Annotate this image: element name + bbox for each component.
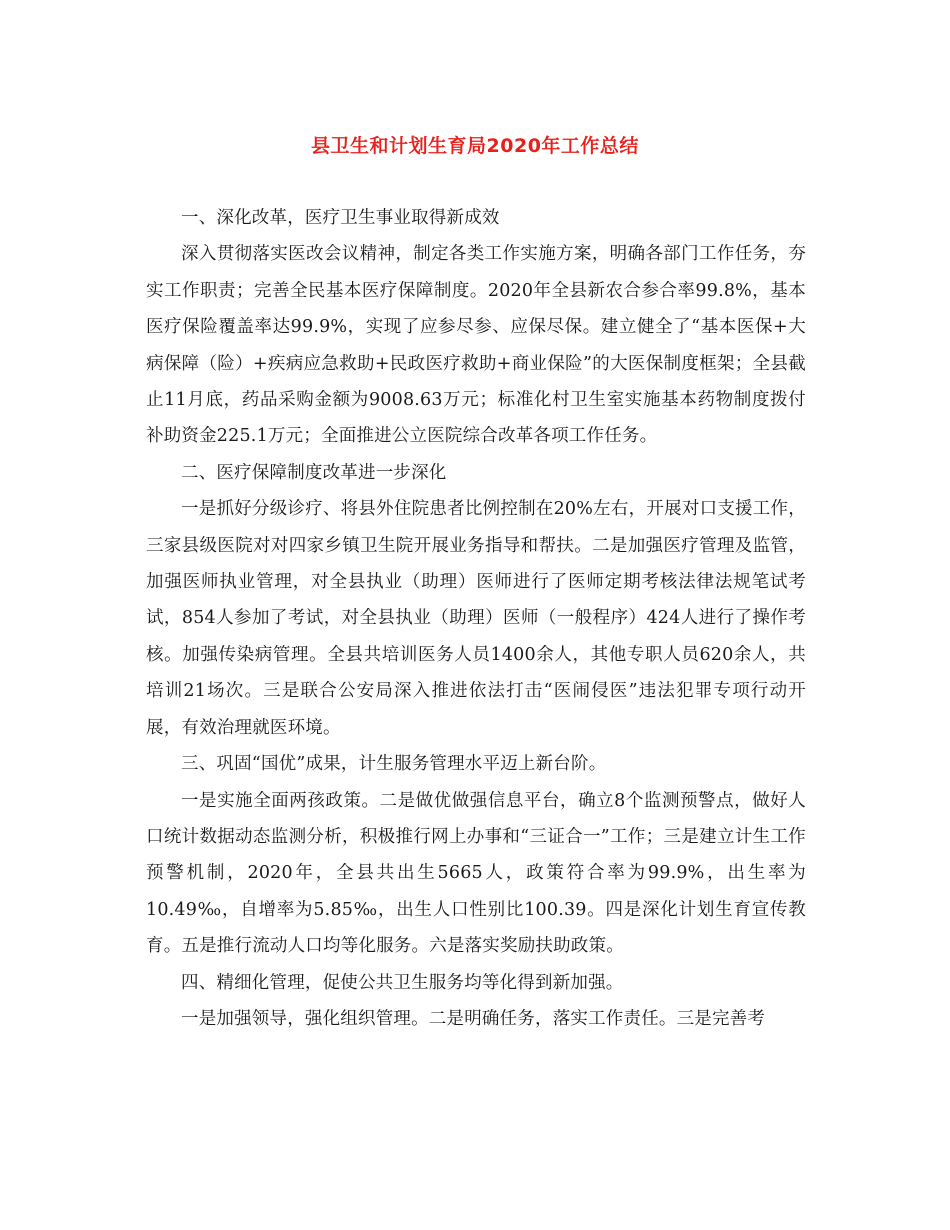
section-heading-3: 三、巩固“国优”成果，计生服务管理水平迈上新台阶。 xyxy=(181,754,607,775)
section-paragraph-2: 一是抓好分级诊疗、将县外住院患者比例控制在20%左右，开展对口支援工作，三家县级医院对对四家乡镇卫生院开展业务指导和帮扶。二是加强医疗管理及监管，加强医师执业管理，对全县执业（助理）医师进行了医师定期考核法律法规笔试考试，854人参加了考试，对全县执业（助理）医师（一般程序）424人进行了操作考核。加强传染病管理。全县共培训医务人员1400余人，其他专职人员620余人，共培训21场次。三是联合公安局深入推进依法打击“医闹侵医”违法犯罪专项行动开展，有效治理就医环境。 xyxy=(146,499,806,738)
document-body xyxy=(146,200,806,1037)
section-heading-4: 四、精细化管理，促使公共卫生服务均等化得到新加强。 xyxy=(181,972,624,993)
section-paragraph-4: 一是加强领导，强化组织管理。二是明确任务，落实工作责任。三是完善考 xyxy=(181,1008,766,1029)
section-paragraph-3: 一是实施全面两孩政策。二是做优做强信息平台，确立8个监测预警点，做好人口统计数据动态监测分析，积极推行网上办事和“三证合一”工作；三是建立计生工作预警机制，2020年，全县共出生5665人，政策符合率为99.9%，出生率为10.49‰，自增率为5.85‰，出生人口性别比100.39。四是深化计划生育宣传教育。五是推行流动人口均等化服务。六是落实奖励扶助政策。 xyxy=(146,790,806,957)
section-heading-2: 二、医疗保障制度改革进一步深化 xyxy=(181,462,447,483)
section-paragraph-1: 深入贯彻落实医改会议精神，制定各类工作实施方案，明确各部门工作任务，夯实工作职责；完善全民基本医疗保障制度。2020年全县新农合参合率99.8%，基本医疗保险覆盖率达99.9%，实现了应参尽参、应保尽保。建立健全了“基本医保+大病保障（险）+疾病应急救助+民政医疗救助+商业保险”的大医保制度框架；全县截止11月底，药品采购金额为9008.63万元；标准化村卫生室实施基本药物制度拨付补助资金225.1万元；全面推进公立医院综合改革各项工作任务。 xyxy=(146,244,806,447)
section-heading-1: 一、深化改革，医疗卫生事业取得新成效 xyxy=(181,208,500,228)
document-title: 县卫生和计划生育局2020年工作总结 xyxy=(311,135,639,157)
